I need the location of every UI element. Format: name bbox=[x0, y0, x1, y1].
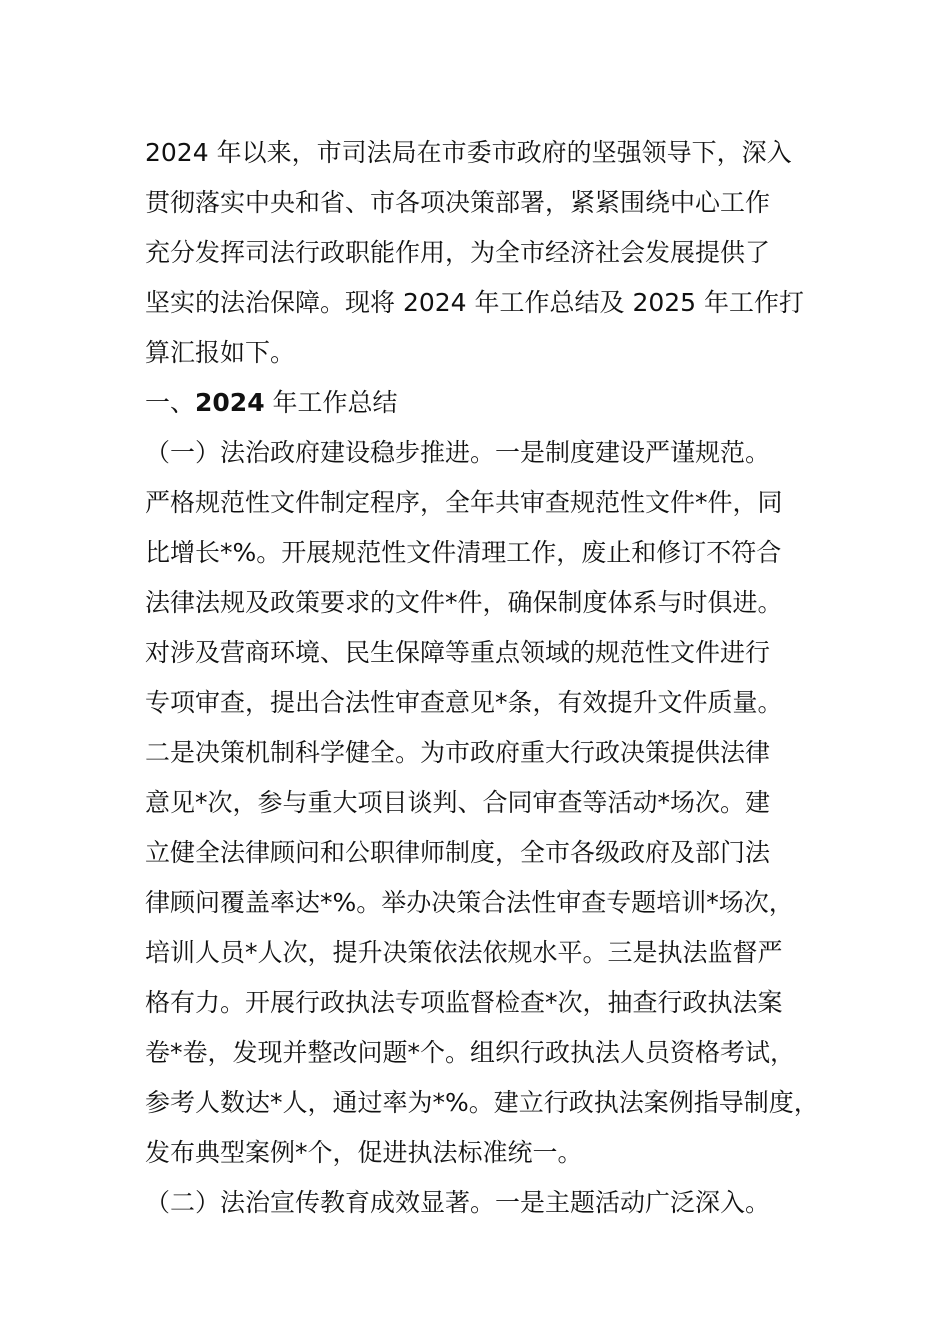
body-line-1: （一）法治政府建设稳步推进。一是制度建设严谨规范。 bbox=[145, 438, 771, 467]
body-line-12: 格有力。开展行政执法专项监督检查*次，抽查行政执法案 bbox=[145, 988, 783, 1017]
body-line-9: 立健全法律顾问和公职律师制度，全市各级政府及部门法 bbox=[145, 838, 771, 867]
body-line-16: （二）法治宣传教育成效显著。一是主题活动广泛深入。 bbox=[145, 1188, 771, 1217]
body-line-7: 二是决策机制科学健全。为市政府重大行政决策提供法律 bbox=[145, 738, 771, 767]
section-heading-prefix: 一、 bbox=[145, 388, 196, 417]
body-line-10: 律顾问覆盖率达*%。举办决策合法性审查专题培训*场次， bbox=[145, 888, 794, 917]
section-heading bbox=[145, 378, 845, 428]
body-line-14: 参考人数达*人，通过率为*%。建立行政执法案例指导制度， bbox=[145, 1088, 819, 1117]
document-body bbox=[145, 128, 845, 1228]
section-heading-suffix: 年工作总结 bbox=[264, 388, 398, 417]
body-line-3: 比增长*%。开展规范性文件清理工作，废止和修订不符合 bbox=[145, 538, 782, 567]
body-line-5: 对涉及营商环境、民生保障等重点领域的规范性文件进行 bbox=[145, 638, 771, 667]
intro-line-5: 算汇报如下。 bbox=[145, 338, 296, 367]
section-heading-year: 2024 bbox=[195, 388, 265, 417]
body-line-4: 法律法规及政策要求的文件*件，确保制度体系与时俱进。 bbox=[145, 588, 783, 617]
intro-line-3: 充分发挥司法行政职能作用，为全市经济社会发展提供了 bbox=[145, 238, 771, 267]
body-line-2: 严格规范性文件制定程序，全年共审查规范性文件*件，同 bbox=[145, 488, 783, 517]
body-line-11: 培训人员*人次，提升决策依法依规水平。三是执法监督严 bbox=[145, 938, 783, 967]
body-line-6: 专项审查，提出合法性审查意见*条，有效提升文件质量。 bbox=[145, 688, 783, 717]
intro-line-4: 坚实的法治保障。现将 2024 年工作总结及 2025 年工作打 bbox=[145, 288, 805, 317]
body-line-15: 发布典型案例*个，促进执法标准统一。 bbox=[145, 1138, 583, 1167]
body-line-8: 意见*次，参与重大项目谈判、合同审查等活动*场次。建 bbox=[145, 788, 771, 817]
intro-line-2: 贯彻落实中央和省、市各项决策部署，紧紧围绕中心工作 bbox=[145, 188, 771, 217]
intro-line-1: 2024 年以来，市司法局在市委市政府的坚强领导下，深入 bbox=[145, 138, 792, 167]
body-line-13: 卷*卷，发现并整改问题*个。组织行政执法人员资格考试， bbox=[145, 1038, 796, 1067]
